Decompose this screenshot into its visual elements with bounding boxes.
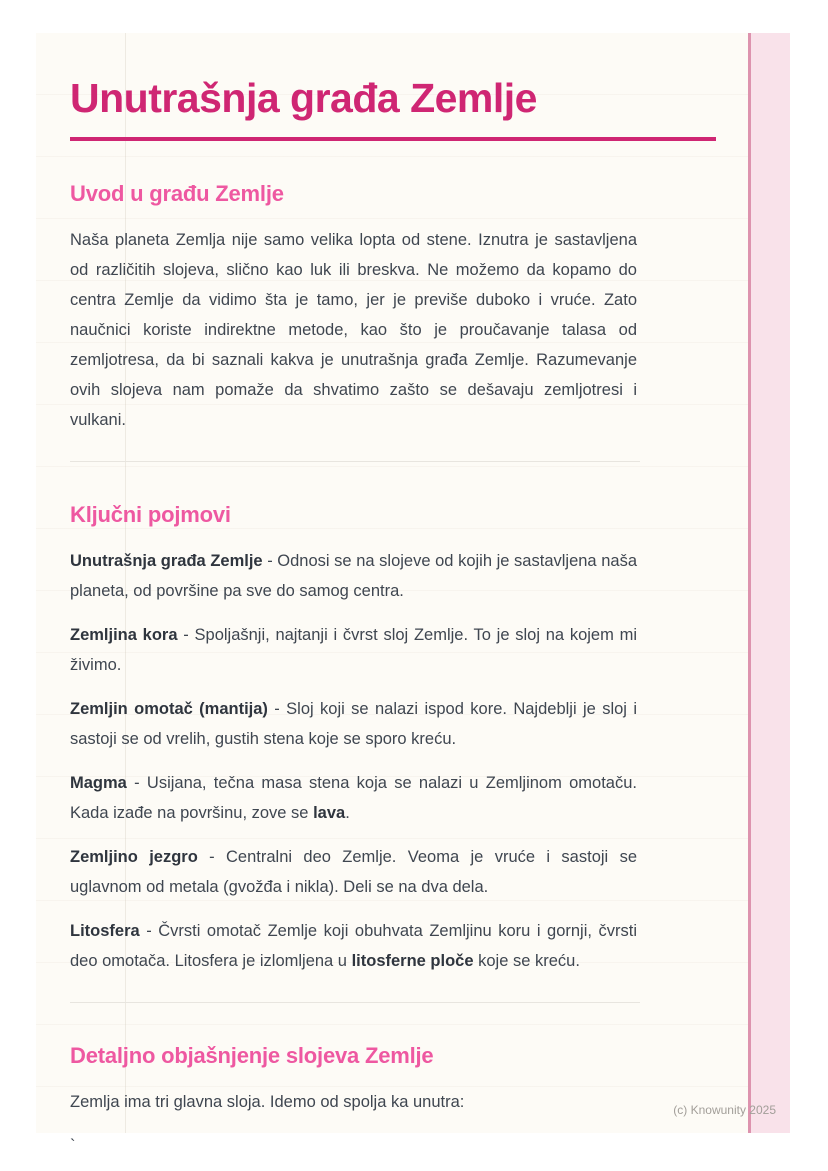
page-content bbox=[36, 33, 637, 1161]
terms-list bbox=[70, 546, 637, 976]
document-page bbox=[36, 33, 790, 1156]
term-definition: Magma - Usijana, tečna masa stena koja se nalazi u Zemljinom omotaču. Kada izađe na površinu, zove se lava. bbox=[70, 774, 637, 823]
stray-backtick: ` bbox=[70, 1137, 76, 1156]
term-definition: Zemljin omotač (mantija) - Sloj koji se nalazi ispod kore. Najdeblji je sloj i sastoji se od vrelih, gustih stena koje se sporo kreću. bbox=[70, 700, 637, 749]
title-underline-rule bbox=[70, 137, 716, 141]
copyright-footer: (c) Knowunity 2025 bbox=[673, 1103, 776, 1117]
intro-paragraph: Naša planeta Zemlja nije samo velika lopta od stene. Iznutra je sastavljena od različitih slojeva, slično kao luk ili breskva. Ne možemo da kopamo do centra Zemlje da vidimo šta je tamo, jer je previše duboko i vruće. Zato naučnici koriste indirektne metode, kao što je proučavanje talasa od zemljotresa, da bi saznali kakva je unutrašnja građa Zemlje. Razumevanje ovih slojeva nam pomaže da shvatimo zašto se dešavaju zemljotresi i vulkani. bbox=[70, 231, 637, 430]
layers-intro-paragraph: Zemlja ima tri glavna sloja. Idemo od spolja ka unutra: bbox=[70, 1093, 465, 1112]
term-definition: Litosfera - Čvrsti omotač Zemlje koji obuhvata Zemljinu koru i gornji, čvrsti deo omotača. Litosfera je izlomljena u litosferne ploče koje se kreću. bbox=[70, 922, 637, 971]
pink-margin-stripe bbox=[748, 33, 790, 1133]
term-definition: Zemljino jezgro - Centralni deo Zemlje. Veoma je vruće i sastoji se uglavnom od metala (gvožđa i nikla). Deli se na dva dela. bbox=[70, 848, 637, 897]
section-heading-uvod: Uvod u građu Zemlje bbox=[70, 181, 284, 207]
term-definition: Zemljina kora - Spoljašnji, najtanji i čvrst sloj Zemlje. To je sloj na kojem mi živimo. bbox=[70, 626, 637, 675]
section-divider bbox=[70, 1002, 640, 1003]
section-heading-kljucni-pojmovi: Ključni pojmovi bbox=[70, 502, 231, 528]
section-divider bbox=[70, 461, 640, 462]
section-heading-detaljno: Detaljno objašnjenje slojeva Zemlje bbox=[70, 1043, 434, 1069]
term-definition: Unutrašnja građa Zemlje - Odnosi se na slojeve od kojih je sastavljena naša planeta, od površine pa sve do samog centra. bbox=[70, 552, 637, 601]
page-title: Unutrašnja građa Zemlje bbox=[70, 75, 537, 121]
